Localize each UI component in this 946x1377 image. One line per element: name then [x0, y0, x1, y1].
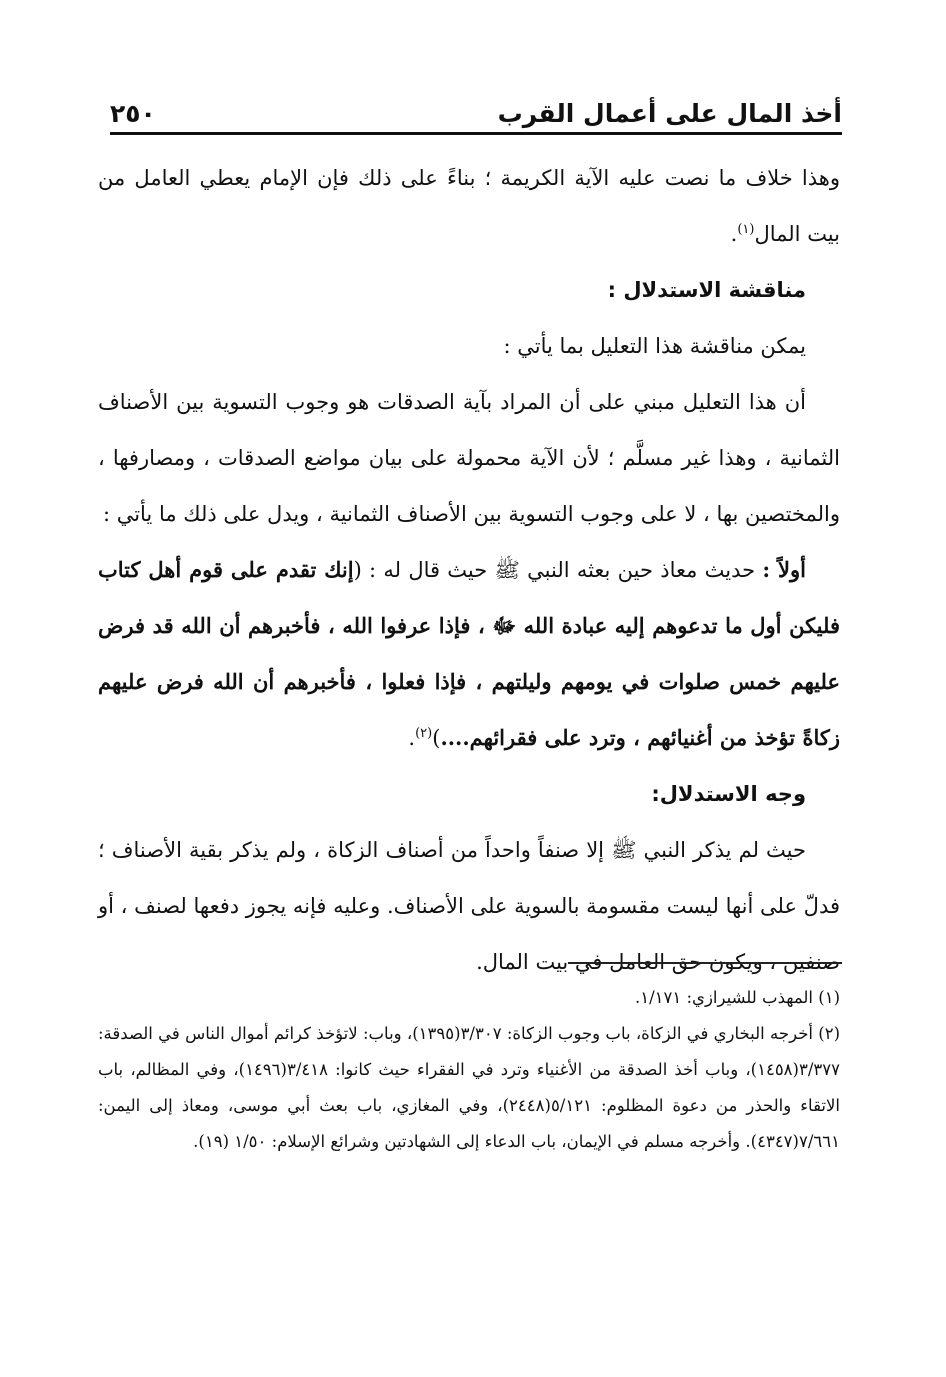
paragraph-1 [98, 150, 840, 262]
header-title: أخذ المال على أعمال القرب [497, 99, 842, 128]
footnote-ref-1: (١) [737, 222, 755, 237]
paragraph-2: يمكن مناقشة هذا التعليل بما يأتي : [503, 334, 806, 358]
paragraph-1-end: . [730, 222, 738, 246]
footnote-separator [568, 962, 842, 964]
footnote-ref-2: (٢) [415, 726, 433, 741]
running-header [110, 88, 842, 135]
hadith-quote: إنك تقدم على قوم أهل كتاب فليكن أول ما تدعوهم إليه عبادة الله ﷻ ، فإذا عرفوا الله ، فأخبرهم أن الله قد فرض عليهم خمس صلوات في يومهم وليلتهم ، فإذا فعلوا ، فأخبرهم أن الله فرض عليهم زكاةً تؤخذ من أغنيائهم ، وترد على فقرائهم.... [98, 557, 840, 750]
paragraph-4-end: . [408, 726, 416, 750]
footnote-2: (٢) أخرجه البخاري في الزكاة، باب وجوب الزكاة: ٣/٣٠٧(١٣٩٥)، وباب: لاتؤخذ كرائم أموال الناس في الصدقة: ٣/٣٧٧(١٤٥٨)، وباب أخذ الصدقة من الأغنياء وترد في الفقراء حيث كانوا: ٣/٤١٨(١٤٩٦)، وفي المظالم، باب الاتقاء والحذر من دعوة المظلوم: ٥/١٢١(٢٤٤٨)، وفي المغازي، باب بعث أبي موسى، ومعاذ إلى اليمن: ٧/٦٦١(٤٣٤٧). وأخرجه مسلم في الإيمان، باب الدعاء إلى الشهادتين وشرائع الإسلام: ١/٥٠ (١٩). [98, 1024, 841, 1151]
page-number: ٢٥٠ [110, 99, 156, 128]
paragraph-5: حيث لم يذكر النبي ﷺ إلا صنفاً واحداً من أصناف الزكاة ، ولم يذكر بقية الأصناف ؛ فدلّ على أنها ليست مقسومة بالسوية على الأصناف. وعليه فإنه يجوز دفعها لصنف ، أو صنفين ، ويكون حق العامل في بيت المال. [98, 838, 840, 974]
hadith-close: ) [432, 726, 441, 750]
paragraph-4 [98, 542, 840, 766]
hadith-intro: حديث معاذ حين بعثه النبي ﷺ حيث قال له : ( [353, 558, 763, 582]
footnotes [98, 980, 840, 1160]
footnote-1: (١) المهذب للشيرازي: ١/١٧١. [634, 988, 840, 1007]
point-label-first: أولاً : [762, 557, 807, 582]
section-heading-discussion: مناقشة الاستدلال : [607, 278, 806, 302]
paragraph-3: أن هذا التعليل مبني على أن المراد بآية الصدقات هو وجوب التسوية بين الأصناف الثمانية ، وهذا غير مسلَّم ؛ لأن الآية محمولة على بيان مواضع الصدقات ، ومصارفها ، والمختصين بها ، لا على وجوب التسوية بين الأصناف الثمانية ، ويدل على ذلك ما يأتي : [98, 390, 840, 526]
main-text [98, 150, 840, 990]
section-heading-inference: وجه الاستدلال: [651, 782, 806, 806]
paragraph-1-text: وهذا خلاف ما نصت عليه الآية الكريمة ؛ بناءً على ذلك فإن الإمام يعطي العامل من بيت المال [98, 166, 840, 246]
